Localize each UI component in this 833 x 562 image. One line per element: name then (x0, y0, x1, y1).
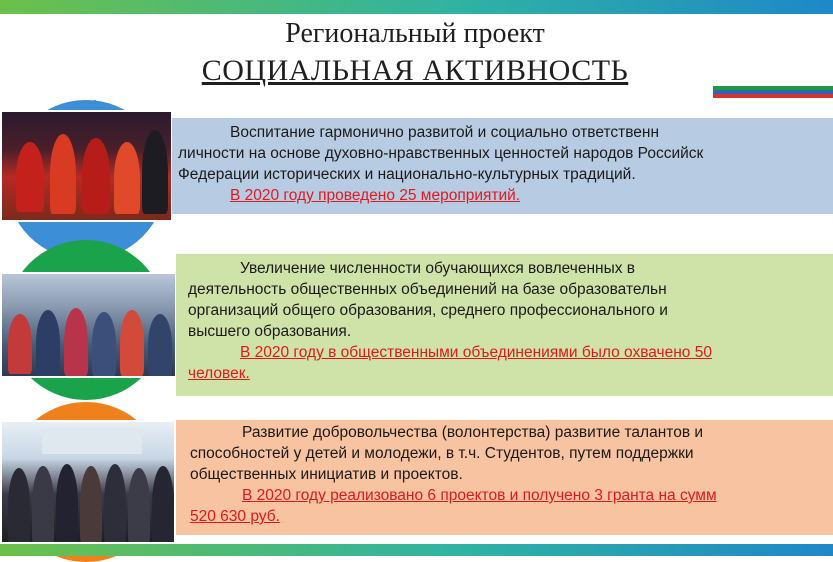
box2-result-2: человек. (188, 365, 250, 382)
bottom-accent-bar (0, 544, 833, 556)
photo-volunteers-group (0, 420, 176, 544)
box2-line-4: высшего образования. (188, 323, 352, 340)
info-box-education (172, 118, 833, 214)
box3-line-1: Развитие добровольчества (волонтерства) развитие талантов и (242, 424, 704, 441)
box3-line-2: способностей у детей и молодежи, в т.ч. Студентов, путем поддержки (190, 445, 694, 462)
box1-result: В 2020 году проведено 25 мероприятий. (230, 187, 521, 204)
box2-line-2: деятельность общественных объединений на базе образовательн (188, 281, 667, 298)
title-line-1: Региональный проект (285, 18, 545, 49)
info-box-public-associations (176, 254, 833, 396)
box2-line-3: организаций общего образования, среднего профессионального и (188, 302, 668, 319)
box1-line-3: Федерации исторических и национально-культурных традиций. (178, 166, 636, 183)
flag-stripe (713, 86, 833, 98)
top-accent-bar (0, 0, 833, 14)
box3-result-1: В 2020 году реализовано 6 проектов и получено 3 гранта на сумм (242, 487, 717, 504)
box1-line-2: личности на основе духовно-нравственных ценностей народов Российск (178, 145, 704, 162)
photo-children-performance (0, 110, 173, 222)
info-box-volunteering (176, 420, 833, 535)
box2-line-1: Увеличение численности обучающихся вовлеченных в (240, 260, 636, 277)
title-line-2: СОЦИАЛЬНАЯ АКТИВНОСТЬ (201, 54, 629, 87)
box1-line-1: Воспитание гармонично развитой и социально ответственн (230, 124, 660, 141)
box2-result-1: В 2020 году в общественными объединениями было охвачено 50 (240, 344, 712, 361)
photo-students-meeting (0, 272, 177, 378)
box3-result-2: 520 630 руб. (190, 508, 280, 525)
box3-line-3: общественных инициатив и проектов. (190, 466, 463, 483)
